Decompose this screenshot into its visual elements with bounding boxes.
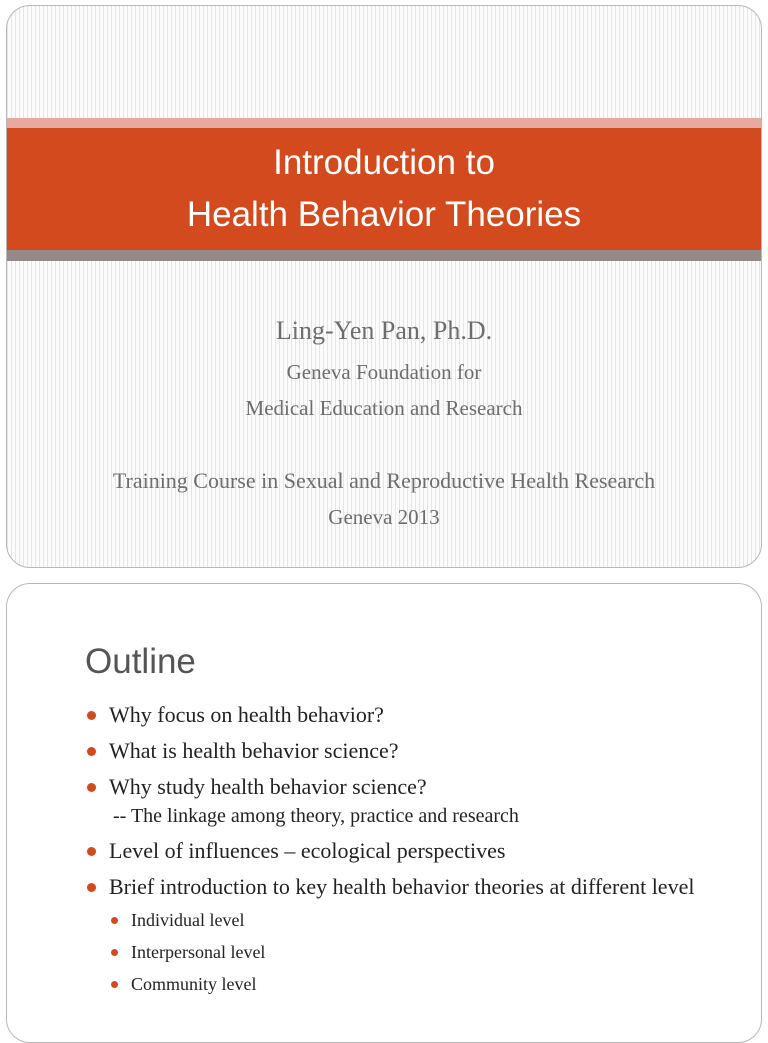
bullet-dot-icon [87, 747, 96, 756]
bullet-text: Brief introduction to key health behavior theories at different level [109, 874, 695, 899]
bullet-item [85, 872, 735, 902]
bullet-text: Why study health behavior science? [109, 774, 427, 799]
organization-line-2: Medical Education and Research [245, 396, 523, 420]
title-slide [6, 5, 762, 568]
sub-bullet-item [85, 940, 735, 964]
bullet-dot-icon [87, 883, 96, 892]
place-and-year: Geneva 2013 [328, 505, 440, 529]
outline-bullet-list [85, 700, 735, 1004]
bullet-dot-icon [87, 783, 96, 792]
sub-bullet-item [85, 972, 735, 996]
author-name: Ling-Yen Pan, Ph.D. [275, 316, 493, 345]
sub-bullet-item [85, 908, 735, 932]
bullet-item [85, 836, 735, 866]
bullet-sub-note: -- The linkage among theory, practice and research [113, 805, 519, 827]
course-name: Training Course in Sexual and Reproductive Health Research [112, 468, 656, 493]
bullet-dot-icon [87, 711, 96, 720]
sub-bullet-text: Interpersonal level [131, 942, 266, 962]
title-band-top-stripe [7, 118, 761, 128]
title-band-bottom-stripe [7, 250, 761, 261]
bullet-text: Level of influences – ecological perspectives [109, 838, 506, 863]
sub-bullet-dot-icon [111, 981, 118, 988]
sub-bullet-dot-icon [111, 917, 118, 924]
slide-title-line-1: Introduction to [273, 143, 495, 182]
sub-bullet-text: Individual level [131, 910, 245, 930]
organization-line-1: Geneva Foundation for [286, 360, 482, 384]
sub-bullet-dot-icon [111, 949, 118, 956]
bullet-item [85, 736, 735, 766]
bullet-text: Why focus on health behavior? [109, 702, 384, 727]
bullet-item [85, 772, 735, 802]
bullet-dot-icon [87, 847, 96, 856]
title-band [7, 128, 761, 250]
slide-title-line-2: Health Behavior Theories [186, 195, 582, 234]
bullet-item [85, 700, 735, 730]
outline-title: Outline [85, 642, 196, 681]
bullet-text: What is health behavior science? [109, 738, 399, 763]
outline-slide [6, 583, 762, 1043]
sub-bullet-text: Community level [131, 974, 257, 994]
